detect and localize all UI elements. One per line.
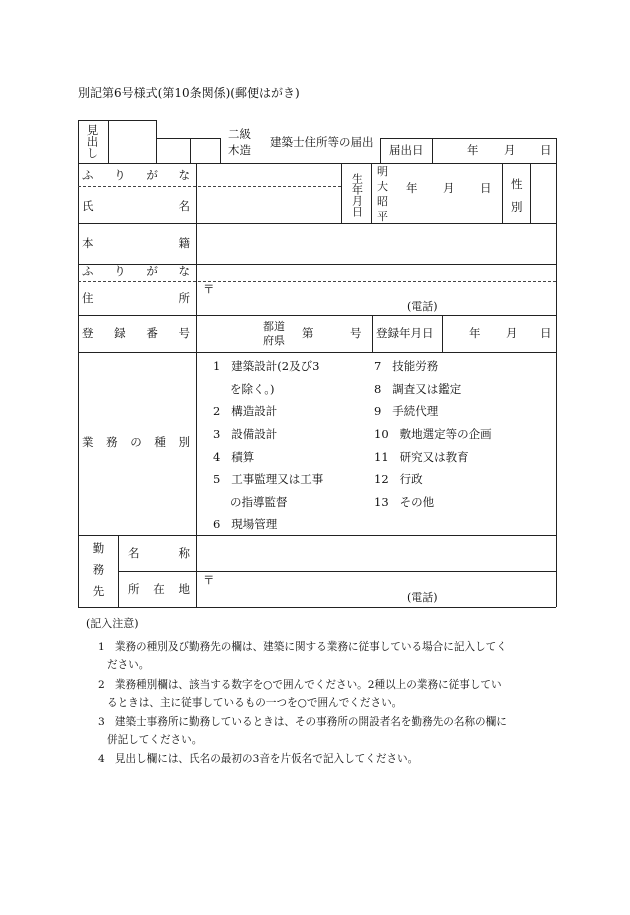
era-heisei: 平 xyxy=(377,210,388,223)
birth-date-field[interactable] xyxy=(372,164,501,222)
birth-year: 年 xyxy=(406,181,418,195)
address-field[interactable] xyxy=(215,283,555,314)
mokuzo-label: 木造 xyxy=(228,143,251,157)
business-item[interactable]: 2 構造設計 xyxy=(213,404,278,418)
birth-day: 日 xyxy=(480,181,492,195)
note-item-1-cont: ださい。 xyxy=(107,659,150,671)
document-title: 建築士住所等の届出 xyxy=(270,135,374,149)
era-meiji: 明 xyxy=(377,165,388,178)
name-field[interactable] xyxy=(197,187,340,222)
todoke-year: 年 xyxy=(467,143,479,157)
workplace-label: 勤務先 xyxy=(91,542,106,607)
postal-mark-icon: 〒 xyxy=(203,282,215,296)
registration-go: 号 xyxy=(350,326,362,340)
todofuken-bottom: 府県 xyxy=(263,334,285,347)
sex-label-2: 別 xyxy=(511,200,523,214)
address-phone-label: (電話) xyxy=(407,300,438,313)
registration-dai: 第 xyxy=(302,326,314,340)
note-item-2-cont: るときは、主に従事しているもの一つを○で囲んでください。 xyxy=(107,697,403,709)
birth-month: 月 xyxy=(443,181,455,195)
business-item[interactable]: 12 行政 xyxy=(374,472,423,486)
name-label: 氏 名 xyxy=(82,199,190,213)
form-title: 別記第6号様式(第10条関係)(郵便はがき) xyxy=(78,86,300,100)
birth-date-label: 生年月日 xyxy=(350,173,364,217)
registration-number-label: 登 録 番 号 xyxy=(82,326,190,340)
business-item: の指導監督 xyxy=(230,495,288,509)
todoke-date-label: 届出日 xyxy=(389,143,424,157)
address-label: 住 所 xyxy=(82,291,190,305)
registration-date-label: 登録年月日 xyxy=(376,326,434,340)
note-item-4: 4 見出し欄には、氏名の最初の3音を片仮名で記入してください。 xyxy=(98,753,419,765)
notes-heading: (記入注意) xyxy=(86,617,139,630)
registration-number-field[interactable] xyxy=(197,316,371,351)
todoke-day: 日 xyxy=(540,143,552,157)
business-item[interactable]: 1 建築設計(2及び3 xyxy=(213,359,320,373)
address-furigana-label: ふ り が な xyxy=(82,264,190,278)
midashi-label: 見出し xyxy=(85,124,100,159)
midashi-field[interactable] xyxy=(109,121,155,162)
business-type-label: 業 務 の 種 別 xyxy=(82,435,190,449)
nikyu-label: 二級 xyxy=(228,127,251,141)
sex-field[interactable] xyxy=(531,164,555,222)
business-item[interactable]: 5 工事監理又は工事 xyxy=(213,472,324,486)
registration-day: 日 xyxy=(540,326,552,340)
honseki-label: 本 籍 xyxy=(82,236,190,250)
honseki-field[interactable] xyxy=(197,224,555,263)
todoke-month: 月 xyxy=(504,143,516,157)
registration-month: 月 xyxy=(506,326,518,340)
business-item[interactable]: 13 その他 xyxy=(374,495,435,509)
business-item[interactable]: 11 研究又は教育 xyxy=(374,450,469,464)
business-item[interactable]: 6 現場管理 xyxy=(213,517,278,531)
business-item[interactable]: 10 敷地選定等の企画 xyxy=(374,427,492,441)
era-showa: 昭 xyxy=(377,195,388,208)
business-item[interactable]: 9 手続代理 xyxy=(374,404,439,418)
business-item: を除く。) xyxy=(230,382,275,396)
workplace-phone-label: (電話) xyxy=(407,591,438,604)
business-item[interactable]: 3 設備設計 xyxy=(213,427,278,441)
sex-label-1: 性 xyxy=(511,177,523,191)
business-item[interactable]: 7 技能労務 xyxy=(374,359,439,373)
note-item-3: 3 建築士事務所に勤務しているときは、その事務所の開設者名を勤務先の名称の欄に xyxy=(98,716,507,728)
workplace-name-label: 名 称 xyxy=(128,546,190,560)
todofuken-top: 都道 xyxy=(263,320,285,333)
workplace-location-label: 所 在 地 xyxy=(128,582,190,596)
note-item-2: 2 業務種別欄は、該当する数字を○で囲んでください。2種以上の業務に従事してい xyxy=(98,679,502,691)
note-item-3-cont: 併記してください。 xyxy=(107,734,203,746)
workplace-name-field[interactable] xyxy=(197,536,555,570)
name-furigana-field[interactable] xyxy=(197,164,340,185)
registration-date-field[interactable] xyxy=(443,316,555,351)
workplace-location-field[interactable] xyxy=(215,572,555,606)
registration-year: 年 xyxy=(469,326,481,340)
address-furigana-field[interactable] xyxy=(197,265,555,280)
note-item-1: 1 業務の種別及び勤務先の欄は、建築に関する業務に従事している場合に記入してく xyxy=(98,641,507,653)
furigana-label: ふ り が な xyxy=(82,168,190,182)
business-item[interactable]: 8 調査又は鑑定 xyxy=(374,382,462,396)
todoke-date-field[interactable] xyxy=(433,139,556,163)
workplace-postal-mark-icon: 〒 xyxy=(203,573,215,587)
business-item[interactable]: 4 積算 xyxy=(213,450,255,464)
era-taisho: 大 xyxy=(377,180,388,193)
